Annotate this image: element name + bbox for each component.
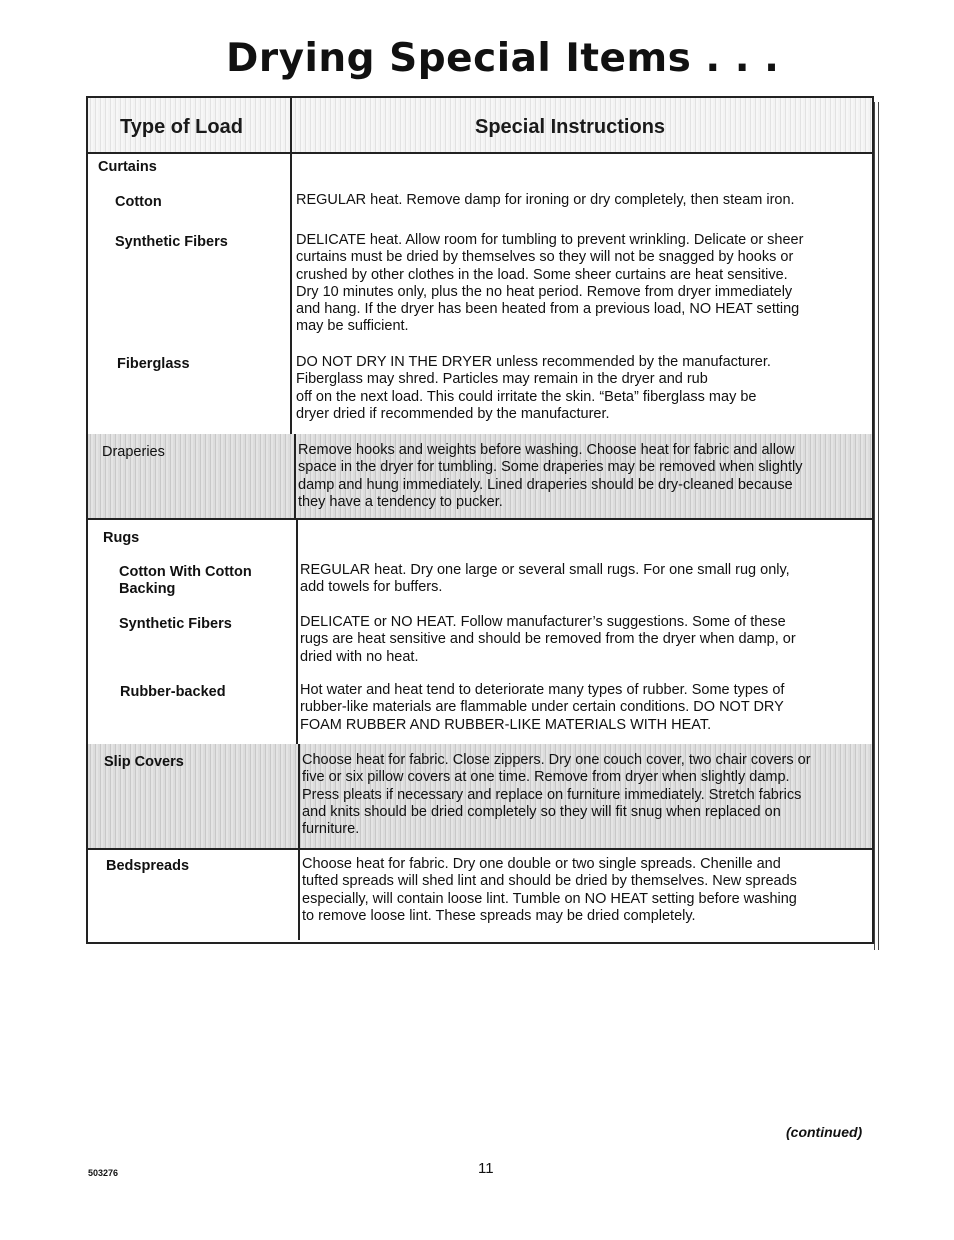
text-line: off on the next load. This could irritate the skin. “Beta” fiberglass may be	[296, 388, 757, 405]
special-items-table	[86, 96, 874, 944]
text-line: rugs are heat sensitive and should be removed from the dryer when damp, or	[300, 631, 796, 648]
text-draperies	[298, 442, 866, 511]
text-line: add towels for buffers.	[300, 579, 443, 596]
text-line: dried with no heat.	[300, 648, 419, 665]
row-curtains	[88, 152, 872, 436]
text-line: DO NOT DRY IN THE DRYER unless recommended by the manufacturer.	[296, 354, 771, 370]
text-line: curtains must be dried by themselves so they will not be snagged by hooks or	[296, 249, 794, 266]
text-line: may be sufficient.	[296, 318, 409, 335]
label-rugs: Rugs	[103, 530, 140, 546]
column-divider	[294, 434, 296, 518]
text-line: furniture.	[302, 821, 360, 838]
row-rugs	[88, 518, 872, 746]
label-line: Cotton With Cotton	[119, 564, 252, 580]
document-code: 503276	[88, 1168, 119, 1178]
text-line: Dry 10 minutes only, plus the no heat period. Remove from dryer immediately	[296, 283, 793, 300]
text-rugs-cotton	[300, 562, 868, 597]
row-slip-covers	[88, 744, 872, 850]
continued-note: (continued)	[786, 1124, 863, 1140]
text-bedspreads	[302, 856, 870, 925]
page-title: Drying Special Items . . .	[226, 36, 780, 81]
text-line: REGULAR heat. Dry one large or several small rugs. For one small rug only,	[300, 562, 790, 578]
text-line: Choose heat for fabric. Dry one double or two single spreads. Chenille and	[302, 856, 781, 872]
text-line: DELICATE heat. Allow room for tumbling to prevent wrinkling. Delicate or sheer	[296, 232, 804, 248]
label-curtains-synthetic: Synthetic Fibers	[115, 234, 228, 250]
text-line: damp and hung immediately. Lined draperies should be dry-cleaned because	[298, 476, 793, 493]
text-curtains-synthetic	[296, 232, 864, 336]
label-draperies: Draperies	[102, 444, 165, 460]
text-line: Hot water and heat tend to deteriorate many types of rubber. Some types of	[300, 682, 785, 698]
label-rugs-rubber: Rubber-backed	[120, 684, 226, 700]
page-number: 11	[478, 1160, 494, 1177]
label-curtains-fiberglass: Fiberglass	[117, 356, 190, 372]
label-bedspreads: Bedspreads	[106, 858, 190, 874]
column-divider	[296, 518, 298, 744]
text-curtains-fiberglass	[296, 354, 864, 423]
text-line: five or six pillow covers at one time. Remove from dryer when slightly damp.	[302, 769, 790, 786]
label-line: Backing	[119, 581, 176, 597]
row-draperies	[88, 434, 872, 520]
text-line: FOAM RUBBER AND RUBBER-LIKE MATERIALS WITH HEAT.	[300, 716, 712, 733]
text-line: Fiberglass may shred. Particles may remain in the dryer and rub	[296, 371, 708, 388]
text-rugs-synthetic	[300, 614, 868, 666]
label-curtains-cotton: Cotton	[115, 194, 162, 210]
text-rugs-rubber	[300, 682, 868, 734]
text-line: tufted spreads will shed lint and should be dried by themselves. New spreads	[302, 873, 797, 890]
header-special-instructions: Special Instructions	[475, 116, 666, 138]
text-line: dryer dried if recommended by the manufacturer.	[296, 405, 610, 422]
label-rugs-synthetic: Synthetic Fibers	[119, 616, 232, 632]
text-line: and hang. If the dryer has been heated from a previous load, NO HEAT setting	[296, 301, 800, 318]
text-slip-covers	[302, 752, 870, 838]
text-line: crushed by other clothes in the load. Some sheer curtains are heat sensitive.	[296, 266, 788, 283]
text-line: and knits should be dried completely so they will fit snug when replaced on	[302, 803, 781, 820]
text-line: especially, will contain loose lint. Tumble on NO HEAT setting before washing	[302, 890, 797, 907]
row-bedspreads	[88, 848, 872, 940]
column-divider	[298, 744, 300, 848]
text-line: space in the dryer for tumbling. Some draperies may be removed when slightly	[298, 459, 803, 476]
text-line: to remove loose lint. These spreads may be dried completely.	[302, 907, 696, 924]
text-line: Press pleats if necessary and replace on furniture immediately. Stretch fabrics	[302, 786, 802, 803]
label-curtains: Curtains	[98, 159, 157, 175]
text-line: DELICATE or NO HEAT. Follow manufacturer’s suggestions. Some of these	[300, 614, 786, 630]
label-rugs-cotton	[119, 564, 252, 598]
text-line: rubber-like materials are flammable under certain conditions. DO NOT DRY	[300, 699, 784, 716]
text-line: Remove hooks and weights before washing. Choose heat for fabric and allow	[298, 442, 795, 458]
table-header	[88, 98, 872, 154]
text-line: they have a tendency to pucker.	[298, 493, 503, 510]
column-divider	[290, 152, 292, 434]
header-type-of-load: Type of Load	[120, 116, 243, 138]
header-type-of-load-cell	[88, 98, 292, 152]
text-curtains-cotton: REGULAR heat. Remove damp for ironing or dry completely, then steam iron.	[296, 192, 795, 208]
column-divider	[298, 848, 300, 940]
text-line: Choose heat for fabric. Close zippers. Dry one couch cover, two chair covers or	[302, 752, 811, 768]
label-slip-covers: Slip Covers	[104, 754, 184, 770]
